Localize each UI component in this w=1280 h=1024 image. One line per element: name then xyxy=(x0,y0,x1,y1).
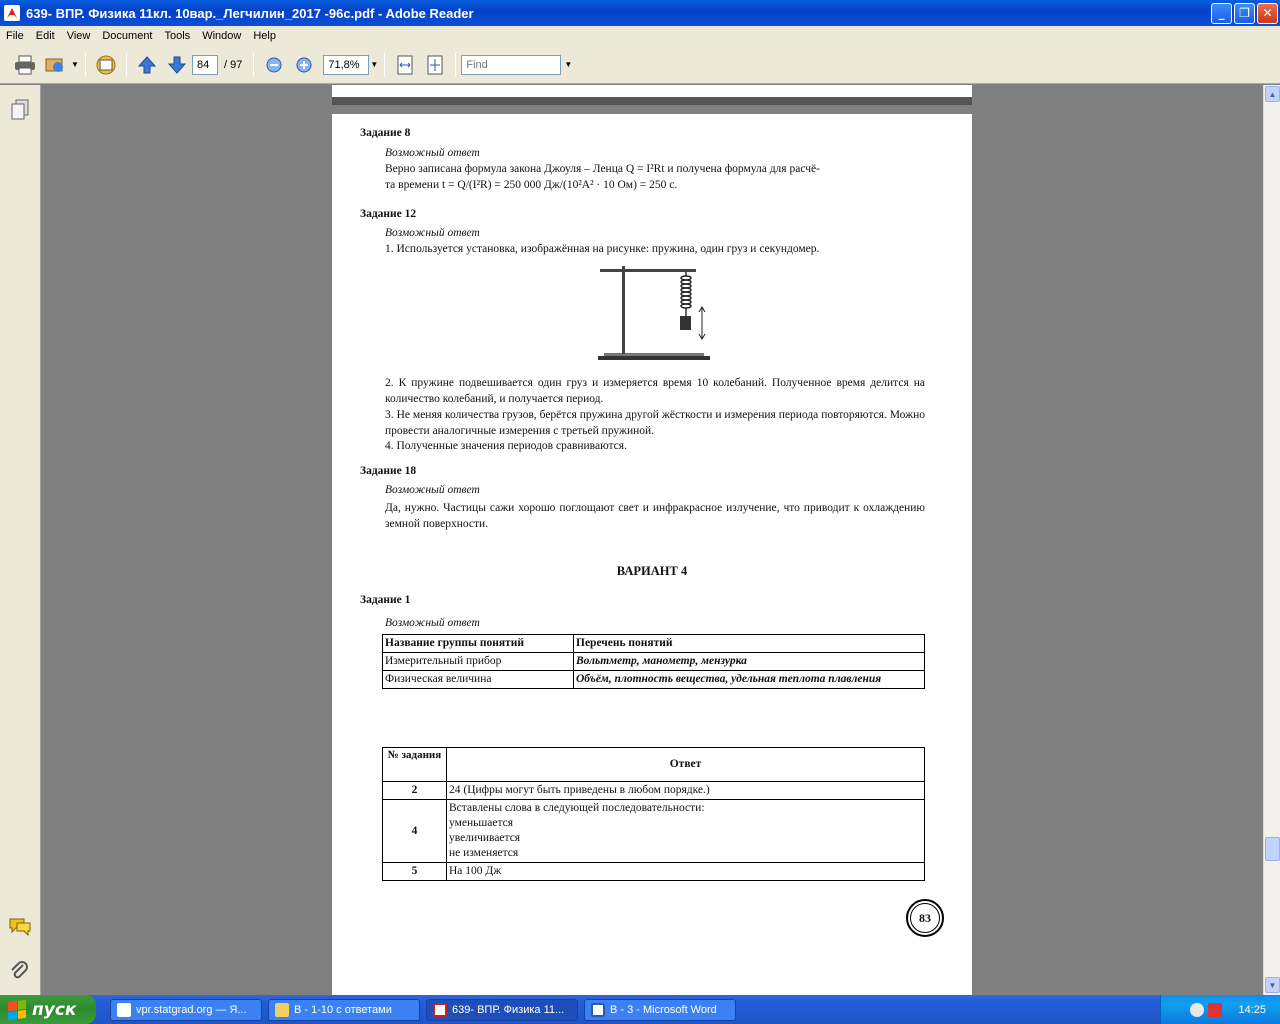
task1-heading: Задание 1 xyxy=(360,594,411,606)
taskbar-item-word[interactable] xyxy=(584,999,736,1021)
table-cell: 24 (Цифры могут быть приведены в любом порядке.) xyxy=(447,782,925,800)
task12-item2: 2. К пружине подвешивается один груз и измеряется время 10 колебаний. Полученное время делится на количество колебаний, и получается период. xyxy=(385,377,925,405)
task8-line2: та времени t = Q/(I²R) = 250 000 Дж/(10²А² · 10 Ом) = 250 с. xyxy=(385,179,678,191)
table-header-cell: № задания xyxy=(383,748,447,782)
fit-page-icon[interactable] xyxy=(423,53,447,77)
task18-subheading: Возможный ответ xyxy=(385,484,480,496)
maximize-button[interactable]: ❐ xyxy=(1234,3,1255,24)
taskbar-item-label: 639- ВПР. Физика 11... xyxy=(452,1003,565,1016)
answer-line: не изменяется xyxy=(449,847,519,859)
taskbar-item-label: В - 1-10 с ответами xyxy=(294,1003,392,1016)
previous-page-bottom xyxy=(332,85,972,105)
task8-heading: Задание 8 xyxy=(360,127,411,139)
table-cell xyxy=(447,800,925,863)
document-area[interactable] xyxy=(41,85,1263,995)
minimize-button[interactable]: _ xyxy=(1211,3,1232,24)
menu-help[interactable]: Help xyxy=(253,30,276,42)
table-cell: 5 xyxy=(383,863,447,881)
answer-line: уменьшается xyxy=(449,817,514,829)
table-cell: Измерительный прибор xyxy=(383,653,574,671)
page-total: / 97 xyxy=(224,58,243,71)
menu-window[interactable]: Window xyxy=(202,30,242,42)
taskbar-item-browser[interactable] xyxy=(110,999,262,1021)
system-tray xyxy=(1160,995,1280,1024)
menu-bar xyxy=(0,26,1280,46)
table-cell: Физическая величина xyxy=(383,671,574,689)
yandex-browser-icon xyxy=(117,1003,131,1017)
start-label: пуск xyxy=(32,999,77,1020)
email-icon[interactable] xyxy=(43,53,67,77)
task1-subheading: Возможный ответ xyxy=(385,617,480,629)
scroll-up-icon[interactable]: ▲ xyxy=(1265,86,1280,102)
task8-line1: Верно записана формула закона Джоуля – Ленца Q = I²Rt и получена формула для расчё- xyxy=(385,163,820,175)
spring-apparatus-figure xyxy=(594,260,714,364)
close-button[interactable]: ✕ xyxy=(1257,3,1278,24)
adobe-reader-icon xyxy=(433,1003,447,1017)
table-header-cell: Название группы понятий xyxy=(383,635,574,653)
folder-icon xyxy=(275,1003,289,1017)
page-number-input[interactable]: 84 xyxy=(192,55,218,75)
task12-heading: Задание 12 xyxy=(360,208,417,220)
previous-page-icon[interactable] xyxy=(135,53,159,77)
comments-icon[interactable] xyxy=(8,917,32,942)
taskbar-item-folder[interactable] xyxy=(268,999,420,1021)
security-icon[interactable] xyxy=(1208,1003,1222,1017)
zoom-in-icon[interactable] xyxy=(292,53,316,77)
table-header-cell: Ответ xyxy=(447,748,925,782)
task12-item4: 4. Полученные значения периодов сравниваются. xyxy=(385,440,627,452)
network-icon[interactable] xyxy=(1190,1003,1204,1017)
find-input[interactable] xyxy=(461,55,561,75)
table-cell: Вольтметр, манометр, мензурка xyxy=(574,653,925,671)
table-row xyxy=(383,863,925,881)
table-header-cell: Перечень понятий xyxy=(574,635,925,653)
zoom-out-icon[interactable] xyxy=(262,53,286,77)
task18-heading: Задание 18 xyxy=(360,465,417,477)
word-icon xyxy=(591,1003,605,1017)
vertical-scrollbar[interactable] xyxy=(1263,85,1280,995)
table-row xyxy=(383,671,925,689)
chevron-down-icon[interactable]: ▼ xyxy=(71,60,79,69)
task12-subheading: Возможный ответ xyxy=(385,227,480,239)
menu-view[interactable]: View xyxy=(66,30,91,42)
scroll-thumb[interactable] xyxy=(1265,837,1280,861)
window-title: 639- ВПР. Физика 11кл. 10вар._Легчилин_2017 -96с.pdf - Adobe Reader xyxy=(26,5,474,21)
task12-item3: 3. Не меняя количества грузов, берётся пружина другой жёсткости и измерения периода повторяются. Можно провести аналогичные измерения с третьей пружиной. xyxy=(385,409,925,437)
task12-item1: 1. Используется установка, изображённая на рисунке: пружина, один груз и секундомер. xyxy=(385,243,820,255)
task8-subheading: Возможный ответ xyxy=(385,147,480,159)
zoom-input[interactable]: 71,8% xyxy=(323,55,369,75)
table-row xyxy=(383,782,925,800)
page-number: 83 xyxy=(919,910,931,925)
table-row xyxy=(383,653,925,671)
pages-icon[interactable] xyxy=(10,99,30,126)
adobe-reader-icon xyxy=(4,5,20,21)
find-dropdown-icon[interactable]: ▼ xyxy=(564,60,573,69)
table-cell: На 100 Дж xyxy=(447,863,925,881)
answer-line: увеличивается xyxy=(449,832,521,844)
answers-table xyxy=(382,747,925,881)
title-bar xyxy=(0,0,1280,26)
navigation-panel xyxy=(0,85,41,995)
menu-file[interactable]: File xyxy=(6,30,24,42)
menu-tools[interactable]: Tools xyxy=(164,30,191,42)
menu-document[interactable]: Document xyxy=(102,30,153,42)
table-cell: 4 xyxy=(383,800,447,863)
table-row xyxy=(383,635,925,653)
variant-heading: ВАРИАНТ 4 xyxy=(616,564,688,578)
start-button[interactable] xyxy=(0,995,96,1024)
print-icon[interactable] xyxy=(13,53,37,77)
table-row xyxy=(383,748,925,782)
taskbar-item-adobe-reader[interactable] xyxy=(426,999,578,1021)
collaborate-icon[interactable] xyxy=(94,53,118,77)
table-row xyxy=(383,800,925,863)
next-page-icon[interactable] xyxy=(165,53,189,77)
windows-logo-icon xyxy=(8,999,26,1020)
attachments-icon[interactable] xyxy=(9,959,29,986)
clock[interactable]: 14:25 xyxy=(1238,1003,1266,1016)
scroll-down-icon[interactable]: ▼ xyxy=(1265,977,1280,993)
table-cell: 2 xyxy=(383,782,447,800)
menu-edit[interactable]: Edit xyxy=(35,30,55,42)
taskbar-item-label: vpr.statgrad.org — Я... xyxy=(136,1003,247,1016)
fit-width-icon[interactable] xyxy=(393,53,417,77)
table-cell: Объём, плотность вещества, удельная теплота плавления xyxy=(574,671,925,689)
concepts-table xyxy=(382,634,925,689)
zoom-dropdown-icon[interactable]: ▼ xyxy=(370,60,379,69)
page-number-badge xyxy=(906,899,944,937)
taskbar xyxy=(0,995,1280,1024)
taskbar-item-label: В - 3 - Microsoft Word xyxy=(610,1003,717,1016)
task18-answer: Да, нужно. Частицы сажи хорошо поглощают свет и инфракрасное излучение, что приводит к охлаждению земной поверхности. xyxy=(385,502,925,530)
pdf-page xyxy=(332,114,972,995)
answer-line: Вставлены слова в следующей последовательности: xyxy=(449,802,705,814)
toolbar xyxy=(0,46,1280,84)
